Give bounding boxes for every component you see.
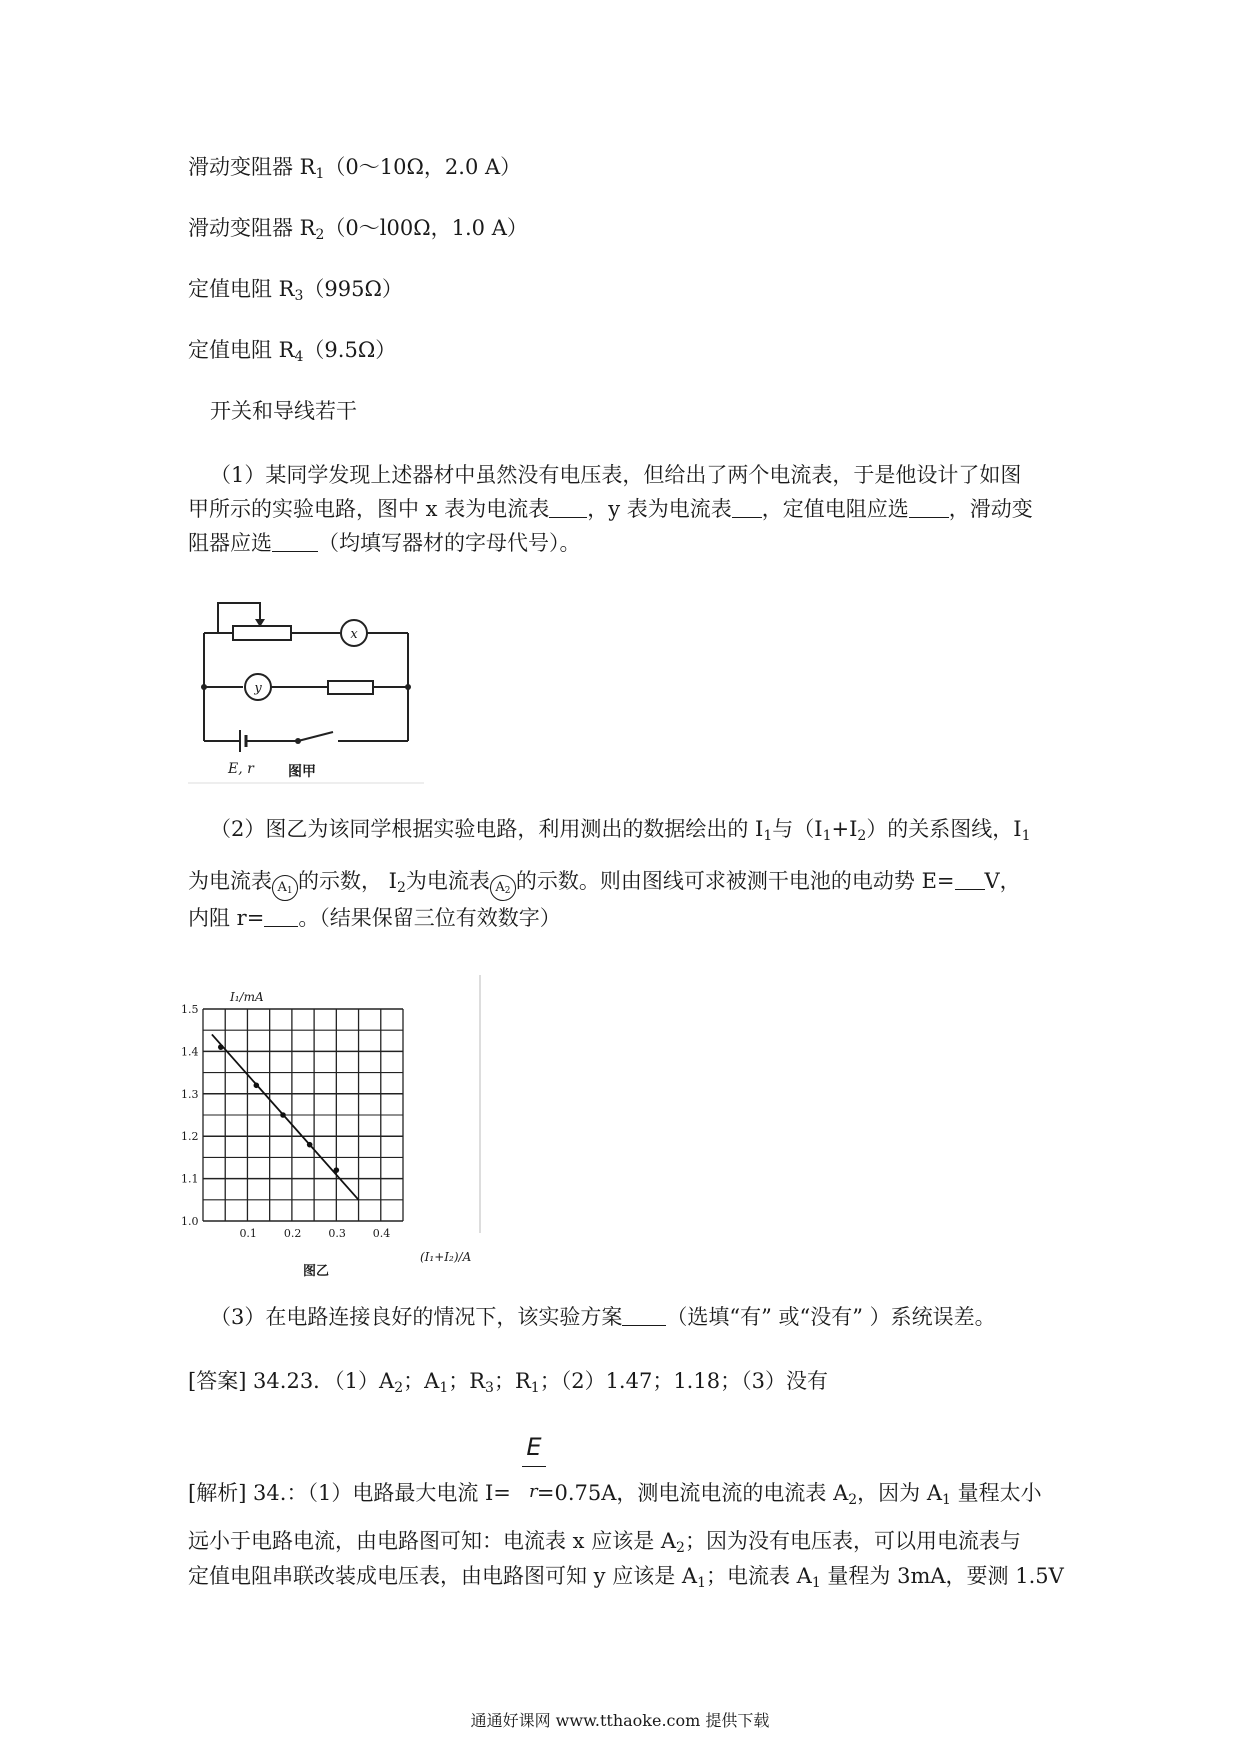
figure-caption-yi: 图乙 [303,1264,330,1279]
equipment-r4: 定值电阻 $R_4(9.5\Omega)$ [188,338,397,365]
ammeter-a1-icon: $A_1$ [272,875,298,901]
data-point [280,1112,286,1118]
analysis-line2: 远小于电路电流，由电路图可知：电流表 x 应该是 $A_2$；因为没有电压表，可以用电流表与 [188,1529,1021,1556]
x-tick-label: 0.3 [328,1227,346,1240]
chart-figure-yi [181,975,488,1279]
meter-y-label: y [254,681,262,696]
data-point [254,1083,260,1089]
source-label: E, r [228,761,254,777]
blank-y [732,499,762,518]
y-tick-label: 1.3 [181,1087,199,1101]
equipment-r1: 滑动变阻器 $R_1(0\sim 10\Omega$，2.0 A） [188,155,522,182]
x-tick-label: 0.1 [239,1227,257,1240]
data-point [218,1044,224,1050]
analysis-line1: [解析] 34.：（1）电路最大电流 I= =0.75A，测电流电流的电流表 $A_2$，因为 $A_1$ 量程太小 [188,1481,1042,1508]
blank-internal-resistance [264,908,298,927]
blank-fixed-resistor [909,499,949,518]
q2-line1: （2）图乙为该同学根据实验电路，利用测出的数据绘出的 $I_1$与$(I_1+I_2)$的关系图线，$I_1$ [210,817,1031,844]
y-tick-label: 1.0 [181,1215,199,1228]
equipment-r2: 滑动变阻器 $R_2(0\sim l00\Omega$，1.0 A） [188,216,528,243]
blank-systematic-error [622,1307,666,1326]
ammeter-a2-icon: $A_2$ [490,875,516,901]
y-tick-label: 1.1 [181,1172,199,1186]
fixed-resistor-symbol [328,681,373,694]
page-footer: 通通好课网 www.tthaoke.com 提供下载 [470,1711,770,1730]
q3-line: （3）在电路连接良好的情况下，该实验方案 （选填“有” 或“没有” ）系统误差。 [210,1305,996,1329]
y-tick-label: 1.5 [181,1003,199,1016]
figure-caption-jia: 图甲 [288,764,316,780]
data-point [334,1167,340,1173]
y-tick-label: 1.2 [181,1130,199,1144]
x-tick-label: 0.2 [283,1227,302,1240]
fraction-e-over-r: E [522,1432,546,1467]
q2-line2: 为电流表 $A_1$ 的示数， $I_2$为电流表 $A_2$ 的示数。则由图线可求被测干电池的电动势 E= V， [188,866,1021,901]
data-point [307,1142,313,1148]
q2-line3: 内阻 r= 。（结果保留三位有效数字） [188,906,561,930]
y-axis-label: I₁/mA [230,990,264,1004]
q1-line2: 甲所示的实验电路，图中 x 表为电流表 ，y 表为电流表 ，定值电阻应选 ，滑动变 [188,497,1033,521]
x-axis-label: (I₁+I₂)/A [420,1250,472,1264]
circuit-diagram [188,595,428,790]
blank-rheostat [272,533,318,552]
equipment-switch: 开关和导线若干 [210,399,357,423]
y-tick-label: 1.4 [181,1045,199,1059]
x-tick-label: 0.4 [372,1227,391,1240]
blank-x [549,499,587,518]
switch-lever [298,732,333,741]
rheostat-symbol [233,626,291,640]
answer-line: [答案] 34.23．$(1)A_2$；$A_1$；$R_3$；$R_1$；（2）1.47；1.18；（3）没有 [188,1369,828,1396]
blank-emf [955,871,985,890]
q1-line1: （1）某同学发现上述器材中虽然没有电压表，但给出了两个电流表，于是他设计了如图 [210,463,1022,487]
fraction-denominator: r [529,1481,538,1502]
equipment-r3: 定值电阻 $R_3(995\Omega)$ [188,277,403,304]
q1-line3: 阻器应选 （均填写器材的字母代号）。 [188,531,581,555]
meter-x-label: x [350,627,358,642]
analysis-line3: 定值电阻串联改装成电压表，由电路图可知 y 应该是 $A_1$；电流表 $A_1$ 量程为 3mA，要测 1.5V [188,1564,1064,1591]
